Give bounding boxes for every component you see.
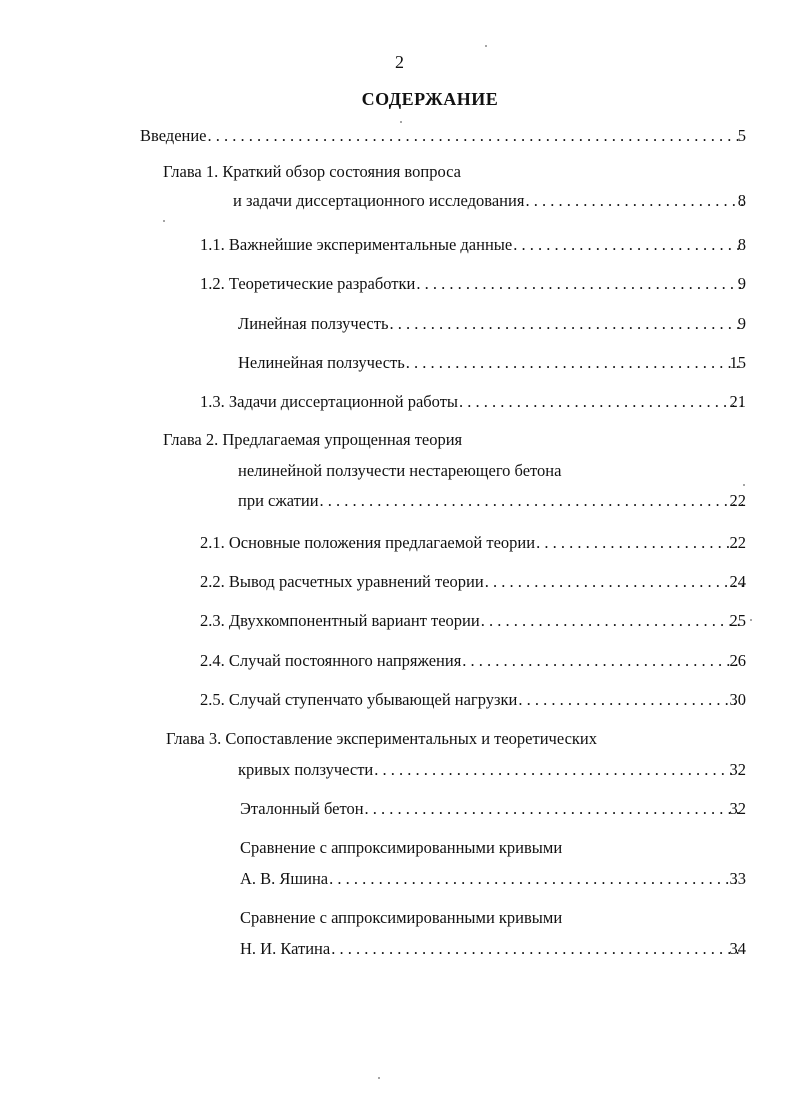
toc-entry-page: 33: [729, 869, 746, 888]
toc-entry-page: 8: [737, 235, 746, 254]
scan-speck: [400, 121, 402, 123]
toc-entry-page: 22: [729, 491, 746, 510]
toc-entry-page: 32: [729, 760, 746, 779]
toc-entry-page: 21: [729, 392, 746, 411]
toc-entry-label: Линейная ползучесть: [238, 314, 389, 333]
toc-entry-2-2[interactable]: [200, 571, 746, 593]
toc-entry-label: при сжатии: [238, 491, 319, 510]
toc-entry-1-3[interactable]: [200, 391, 746, 413]
toc-entry-page: 15: [729, 353, 746, 372]
leader-dots: [389, 313, 743, 335]
leader-dots: [374, 759, 743, 781]
leader-dots: [329, 868, 743, 890]
leader-dots: [365, 798, 743, 820]
toc-entry-label: 2.5. Случай ступенчато убывающей нагрузки: [200, 690, 518, 709]
toc-entry-page: 8: [737, 191, 746, 210]
toc-chapter-heading-cont[interactable]: нелинейной ползучести нестареющего бетона: [238, 461, 562, 480]
toc-entry-page: 9: [737, 314, 746, 333]
toc-entry-page: 30: [729, 690, 746, 709]
leader-dots: [320, 490, 743, 512]
leader-dots: [481, 610, 743, 632]
toc-entry-2-4[interactable]: [200, 650, 746, 672]
toc-entry-label: Н. И. Катина: [240, 939, 331, 958]
toc-entry-ch2[interactable]: [238, 490, 746, 512]
toc-entry-reference-concrete[interactable]: [240, 798, 746, 820]
scan-speck: [743, 484, 745, 486]
toc-entry-label: кривых ползучести: [238, 760, 374, 779]
toc-entry-2-1[interactable]: [200, 532, 746, 554]
toc-entry-page: 9: [737, 274, 746, 293]
toc-entry-label: 1.3. Задачи диссертационной работы: [200, 392, 459, 411]
scan-speck: [378, 1077, 380, 1079]
toc-entry-label: А. В. Яшина: [240, 869, 329, 888]
scan-speck: [485, 45, 487, 47]
toc-chapter-heading[interactable]: Глава 2. Предлагаемая упрощенная теория: [163, 430, 463, 449]
page-title: СОДЕРЖАНИЕ: [361, 89, 499, 109]
toc-entry-page: 5: [737, 126, 746, 145]
toc-entry-heading[interactable]: Сравнение с аппроксимированными кривыми: [240, 838, 563, 857]
page-number: 2: [395, 52, 404, 72]
leader-dots: [331, 938, 743, 960]
toc-chapter-heading[interactable]: Глава 3. Сопоставление экспериментальных и теоретических: [166, 729, 597, 748]
toc-entry-label: 2.1. Основные положения предлагаемой теории: [200, 533, 536, 552]
toc-entry-label: 1.2. Теоретические разработки: [200, 274, 416, 293]
toc-entry-2-5[interactable]: [200, 689, 746, 711]
toc-entry-ch1[interactable]: [233, 190, 746, 212]
toc-entry-heading[interactable]: Сравнение с аппроксимированными кривыми: [240, 908, 563, 927]
toc-entry-label: 2.2. Вывод расчетных уравнений теории: [200, 572, 484, 591]
leader-dots: [485, 571, 743, 593]
toc-entry-label: Эталонный бетон: [240, 799, 364, 818]
toc-entry-page: 22: [729, 533, 746, 552]
toc-chapter-heading[interactable]: Глава 1. Краткий обзор состояния вопроса: [163, 162, 461, 181]
scan-speck: [163, 220, 165, 222]
toc-entry-1-2[interactable]: [200, 273, 746, 295]
toc-entry-ch3[interactable]: [238, 759, 746, 781]
toc-entry-1-1[interactable]: [200, 234, 746, 256]
toc-entry-yashin[interactable]: [240, 868, 746, 890]
toc-entry-label: Введение: [140, 126, 207, 145]
leader-dots: [459, 391, 743, 413]
toc-entry-label: Нелинейная ползучесть: [238, 353, 405, 372]
leader-dots: [416, 273, 743, 295]
toc-entry-page: 25: [729, 611, 746, 630]
toc-entry-linear-creep[interactable]: [238, 313, 746, 335]
toc-entry-page: 24: [729, 572, 746, 591]
toc-entry-page: 26: [729, 651, 746, 670]
toc-entry-nonlinear-creep[interactable]: [238, 352, 746, 374]
leader-dots: [462, 650, 743, 672]
toc-entry-label: и задачи диссертационного исследования: [233, 191, 525, 210]
leader-dots: [406, 352, 743, 374]
toc-entry-katin[interactable]: [240, 938, 746, 960]
toc-entry-2-3[interactable]: [200, 610, 746, 632]
scan-speck: [750, 619, 752, 621]
toc-entry-page: 34: [729, 939, 746, 958]
toc-entry-label: 2.3. Двухкомпонентный вариант теории: [200, 611, 480, 630]
toc-entry-label: 1.1. Важнейшие экспериментальные данные: [200, 235, 513, 254]
toc-entry-page: 32: [729, 799, 746, 818]
toc-entry-label: 2.4. Случай постоянного напряжения: [200, 651, 462, 670]
